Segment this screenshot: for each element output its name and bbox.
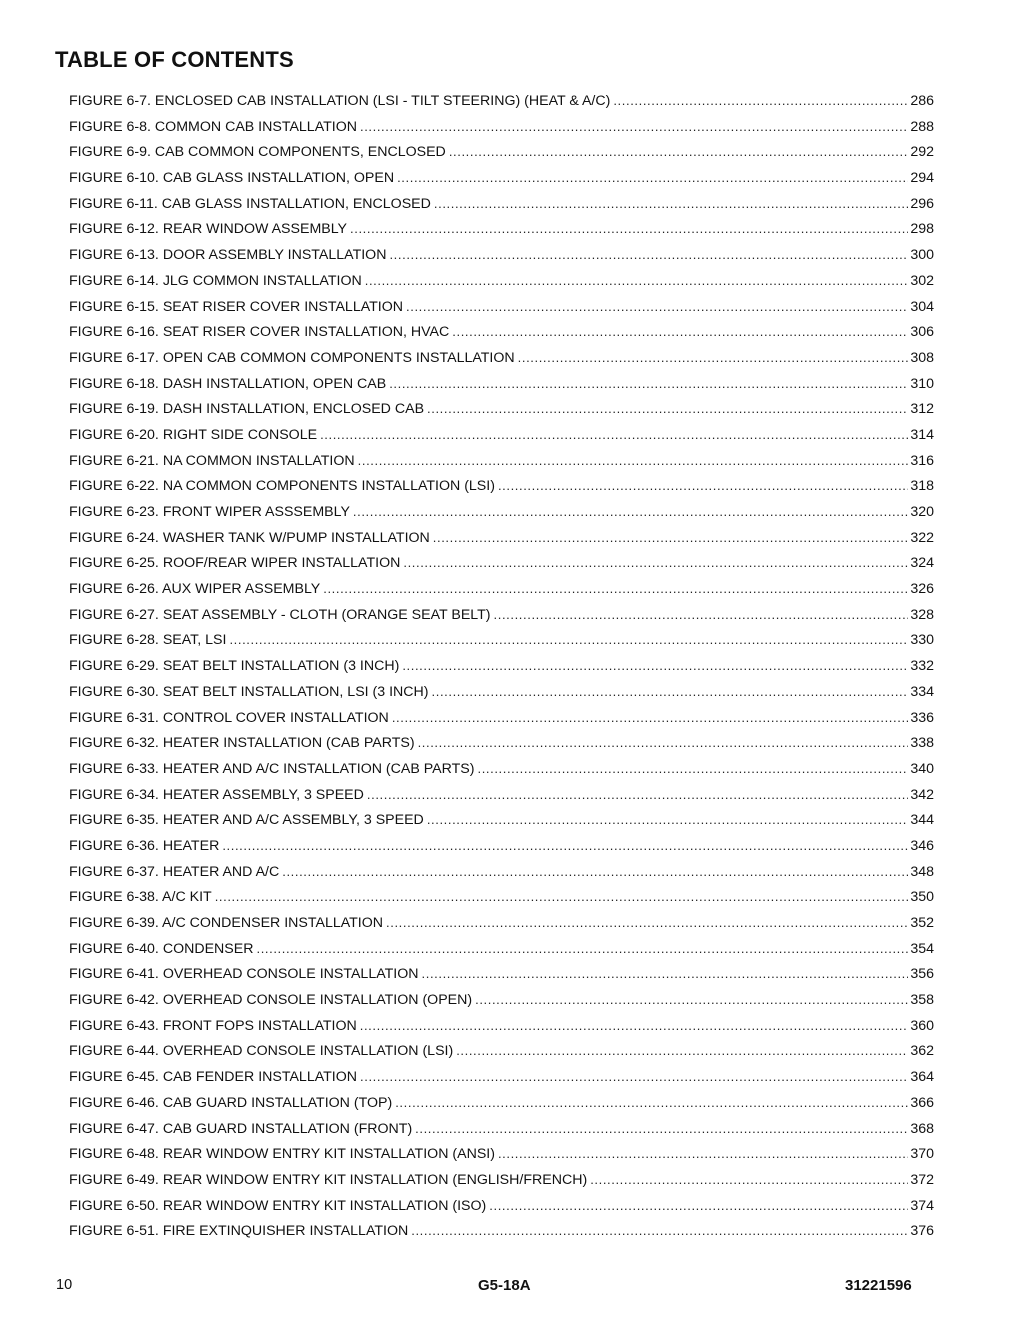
toc-dot-leader [229,627,908,653]
toc-entry-page: 314 [910,426,934,443]
toc-entry[interactable] [69,576,934,602]
toc-entry-page: 318 [910,478,934,495]
toc-dot-leader [256,936,908,962]
toc-entry[interactable] [69,294,934,320]
toc-entry-title: FIGURE 6-31. CONTROL COVER INSTALLATION [69,709,389,726]
toc-dot-leader [215,884,909,910]
toc-entry-page: 298 [910,221,934,238]
toc-entry[interactable] [69,1090,934,1116]
toc-entry-page: 336 [910,709,934,726]
toc-dot-leader [432,679,909,705]
toc-dot-leader [418,730,909,756]
toc-entry-title: FIGURE 6-36. HEATER [69,837,220,854]
toc-dot-leader [494,602,909,628]
toc-dot-leader [456,1038,908,1064]
toc-entry-title: FIGURE 6-47. CAB GUARD INSTALLATION (FRONT) [69,1120,413,1137]
toc-entry-page: 288 [910,118,934,135]
toc-entry-title: FIGURE 6-30. SEAT BELT INSTALLATION, LSI (3 INCH) [69,683,429,700]
toc-entry-title: FIGURE 6-16. SEAT RISER COVER INSTALLATION, HVAC [69,324,450,341]
toc-dot-leader [422,961,909,987]
toc-entry[interactable] [69,396,934,422]
toc-entry-page: 326 [910,581,934,598]
toc-entry[interactable] [69,859,934,885]
toc-entry-title: FIGURE 6-15. SEAT RISER COVER INSTALLATION [69,298,404,315]
toc-entry-page: 292 [910,144,934,161]
toc-dot-leader [367,782,908,808]
toc-dot-leader [403,550,908,576]
toc-entry-page: 338 [910,735,934,752]
toc-entry[interactable] [69,345,934,371]
toc-dot-leader [415,1116,908,1142]
toc-entry-title: FIGURE 6-32. HEATER INSTALLATION (CAB PARTS) [69,735,415,752]
toc-dot-leader [360,1064,908,1090]
toc-dot-leader [489,1193,908,1219]
toc-entry-title: FIGURE 6-38. A/C KIT [69,889,212,906]
toc-entry[interactable] [69,114,934,140]
toc-dot-leader [434,191,908,217]
toc-entry[interactable] [69,1116,934,1142]
toc-dot-leader [427,396,908,422]
toc-dot-leader [498,473,908,499]
toc-entry[interactable] [69,191,934,217]
toc-entry-page: 368 [910,1120,934,1137]
toc-entry[interactable] [69,499,934,525]
toc-entry[interactable] [69,525,934,551]
toc-entry-title: FIGURE 6-48. REAR WINDOW ENTRY KIT INSTALLATION (ANSI) [69,1146,495,1163]
toc-entry[interactable] [69,242,934,268]
toc-dot-leader [365,268,909,294]
toc-entry-title: FIGURE 6-22. NA COMMON COMPONENTS INSTALLATION (LSI) [69,478,495,495]
toc-entry[interactable] [69,807,934,833]
toc-entry[interactable] [69,961,934,987]
toc-entry[interactable] [69,1218,934,1244]
toc-dot-leader [518,345,909,371]
toc-entry[interactable] [69,473,934,499]
toc-entry-title: FIGURE 6-29. SEAT BELT INSTALLATION (3 INCH) [69,658,400,675]
toc-entry-page: 330 [910,632,934,649]
toc-dot-leader [358,448,909,474]
toc-entry-page: 364 [910,1069,934,1086]
toc-entry[interactable] [69,216,934,242]
toc-entry-page: 320 [910,504,934,520]
toc-entry-page: 376 [910,1223,934,1240]
toc-dot-leader [411,1218,908,1244]
toc-entry-title: FIGURE 6-50. REAR WINDOW ENTRY KIT INSTALLATION (ISO) [69,1197,487,1214]
toc-entry-title: FIGURE 6-44. OVERHEAD CONSOLE INSTALLATION (LSI) [69,1043,454,1060]
toc-entry[interactable] [69,987,934,1013]
toc-entry-title: FIGURE 6-33. HEATER AND A/C INSTALLATION (CAB PARTS) [69,760,475,777]
toc-entry[interactable] [69,165,934,191]
toc-dot-leader [353,499,908,525]
toc-entry-page: 328 [910,606,934,623]
toc-dot-leader [397,165,908,191]
toc-entry-title: FIGURE 6-42. OVERHEAD CONSOLE INSTALLATION (OPEN) [69,992,473,1009]
toc-entry[interactable] [69,550,934,576]
toc-entry-page: 312 [910,401,934,418]
toc-entry-title: FIGURE 6-35. HEATER AND A/C ASSEMBLY, 3 SPEED [69,812,424,829]
toc-entry[interactable] [69,627,934,653]
toc-entry-title: FIGURE 6-8. COMMON CAB INSTALLATION [69,118,357,135]
footer-model: G5-18A [478,1277,531,1294]
toc-dot-leader [427,807,909,833]
toc-dot-leader [222,833,908,859]
toc-entry-title: FIGURE 6-14. JLG COMMON INSTALLATION [69,272,362,289]
toc-entry-page: 296 [910,195,934,212]
toc-entry-title: FIGURE 6-20. RIGHT SIDE CONSOLE [69,426,318,443]
toc-dot-leader [360,114,908,140]
toc-entry-title: FIGURE 6-11. CAB GLASS INSTALLATION, ENCLOSED [69,195,431,212]
toc-entry[interactable] [69,653,934,679]
toc-entry-page: 362 [910,1043,934,1060]
toc-entry-title: FIGURE 6-10. CAB GLASS INSTALLATION, OPEN [69,170,395,187]
toc-entry-title: FIGURE 6-26. AUX WIPER ASSEMBLY [69,581,321,598]
toc-entry-title: FIGURE 6-34. HEATER ASSEMBLY, 3 SPEED [69,786,364,803]
toc-entry[interactable] [69,319,934,345]
toc-entry[interactable] [69,88,934,114]
toc-dot-leader [350,216,908,242]
toc-entry[interactable] [69,1038,934,1064]
toc-entry-page: 372 [910,1171,934,1188]
toc-entry-page: 334 [910,683,934,700]
toc-entry-page: 346 [910,837,934,854]
page-footer [0,1277,1024,1297]
toc-entry-page: 310 [910,375,934,392]
toc-entry-title: FIGURE 6-28. SEAT, LSI [69,632,227,649]
toc-dot-leader [282,859,908,885]
toc-entry-title: FIGURE 6-18. DASH INSTALLATION, OPEN CAB [69,375,387,392]
toc-entry[interactable] [69,782,934,808]
toc-entry-page: 344 [910,812,934,829]
toc-entry-page: 366 [910,1094,934,1111]
toc-entry[interactable] [69,1167,934,1193]
toc-entry[interactable] [69,139,934,165]
toc-entry-page: 294 [910,170,934,187]
toc-entry-page: 348 [910,863,934,880]
toc-entry-page: 370 [910,1146,934,1163]
toc-entry-title: FIGURE 6-9. CAB COMMON COMPONENTS, ENCLOSED [69,144,446,161]
toc-entry-title: FIGURE 6-12. REAR WINDOW ASSEMBLY [69,221,348,238]
toc-dot-leader [320,422,908,448]
toc-dot-leader [389,371,908,397]
toc-entry[interactable] [69,1193,934,1219]
toc-dot-leader [386,910,908,936]
toc-dot-leader [498,1141,908,1167]
toc-dot-leader [433,525,909,551]
toc-entry-title: FIGURE 6-51. FIRE EXTINQUISHER INSTALLATION [69,1223,409,1240]
toc-entry[interactable] [69,756,934,782]
toc-entry[interactable] [69,268,934,294]
toc-dot-leader [452,319,908,345]
toc-entry-page: 324 [910,555,934,572]
toc-entry[interactable] [69,910,934,936]
toc-entry-title: FIGURE 6-7. ENCLOSED CAB INSTALLATION (LSI - TILT STEERING) (HEAT & A/C) [69,93,611,109]
toc-list [69,88,934,1244]
toc-entry-page: 342 [910,786,934,803]
toc-entry-page: 350 [910,889,934,906]
toc-dot-leader [392,705,909,731]
toc-entry[interactable] [69,833,934,859]
toc-dot-leader [389,242,908,268]
toc-entry[interactable] [69,422,934,448]
toc-dot-leader [360,1013,909,1039]
toc-entry-page: 304 [910,298,934,315]
toc-entry-page: 332 [910,658,934,675]
toc-entry-title: FIGURE 6-13. DOOR ASSEMBLY INSTALLATION [69,247,387,264]
toc-dot-leader [613,88,908,114]
footer-page-number: 10 [56,1277,73,1293]
toc-entry-title: FIGURE 6-25. ROOF/REAR WIPER INSTALLATION [69,555,401,572]
toc-entry-page: 316 [910,452,934,469]
toc-entry[interactable] [69,371,934,397]
toc-entry-title: FIGURE 6-21. NA COMMON INSTALLATION [69,452,355,469]
toc-dot-leader [475,987,908,1013]
toc-entry[interactable] [69,884,934,910]
toc-entry-page: 358 [910,992,934,1009]
toc-entry-title: FIGURE 6-27. SEAT ASSEMBLY - CLOTH (ORANGE SEAT BELT) [69,606,491,623]
toc-entry-title: FIGURE 6-40. CONDENSER [69,940,254,957]
toc-entry-title: FIGURE 6-49. REAR WINDOW ENTRY KIT INSTALLATION (ENGLISH/FRENCH) [69,1171,588,1188]
toc-entry-page: 306 [910,324,934,341]
toc-dot-leader [395,1090,908,1116]
toc-entry[interactable] [69,679,934,705]
toc-dot-leader [477,756,908,782]
toc-entry-title: FIGURE 6-17. OPEN CAB COMMON COMPONENTS INSTALLATION [69,349,515,366]
toc-dot-leader [406,294,908,320]
toc-entry-page: 340 [910,760,934,777]
toc-entry-page: 352 [910,915,934,931]
page-title: TABLE OF CONTENTS [55,47,294,72]
toc-entry-title: FIGURE 6-19. DASH INSTALLATION, ENCLOSED CAB [69,401,425,418]
toc-dot-leader [323,576,908,602]
toc-entry-page: 302 [910,272,934,289]
toc-entry[interactable] [69,448,934,474]
toc-entry-page: 356 [910,966,934,983]
toc-entry-title: FIGURE 6-37. HEATER AND A/C [69,863,280,880]
toc-entry[interactable] [69,705,934,731]
toc-dot-leader [590,1167,908,1193]
toc-entry[interactable] [69,936,934,962]
toc-entry-title: FIGURE 6-41. OVERHEAD CONSOLE INSTALLATION [69,966,419,983]
toc-dot-leader [449,139,909,165]
toc-entry[interactable] [69,1141,934,1167]
toc-dot-leader [402,653,908,679]
toc-entry-title: FIGURE 6-46. CAB GUARD INSTALLATION (TOP) [69,1094,393,1111]
toc-entry-title: FIGURE 6-23. FRONT WIPER ASSSEMBLY [69,504,350,520]
toc-entry[interactable] [69,730,934,756]
toc-entry-title: FIGURE 6-24. WASHER TANK W/PUMP INSTALLATION [69,529,430,546]
toc-entry-title: FIGURE 6-43. FRONT FOPS INSTALLATION [69,1017,357,1034]
toc-entry-page: 308 [910,349,934,366]
toc-entry-page: 300 [910,247,934,264]
toc-entry-page: 360 [910,1017,934,1034]
toc-entry[interactable] [69,1013,934,1039]
toc-entry[interactable] [69,602,934,628]
toc-entry-page: 374 [910,1197,934,1214]
toc-entry[interactable] [69,1064,934,1090]
toc-entry-page: 354 [910,940,934,957]
footer-doc-number: 31221596 [845,1277,912,1294]
toc-entry-title: FIGURE 6-45. CAB FENDER INSTALLATION [69,1069,358,1086]
toc-entry-title: FIGURE 6-39. A/C CONDENSER INSTALLATION [69,915,384,931]
toc-entry-page: 286 [910,93,934,109]
toc-entry-page: 322 [910,529,934,546]
